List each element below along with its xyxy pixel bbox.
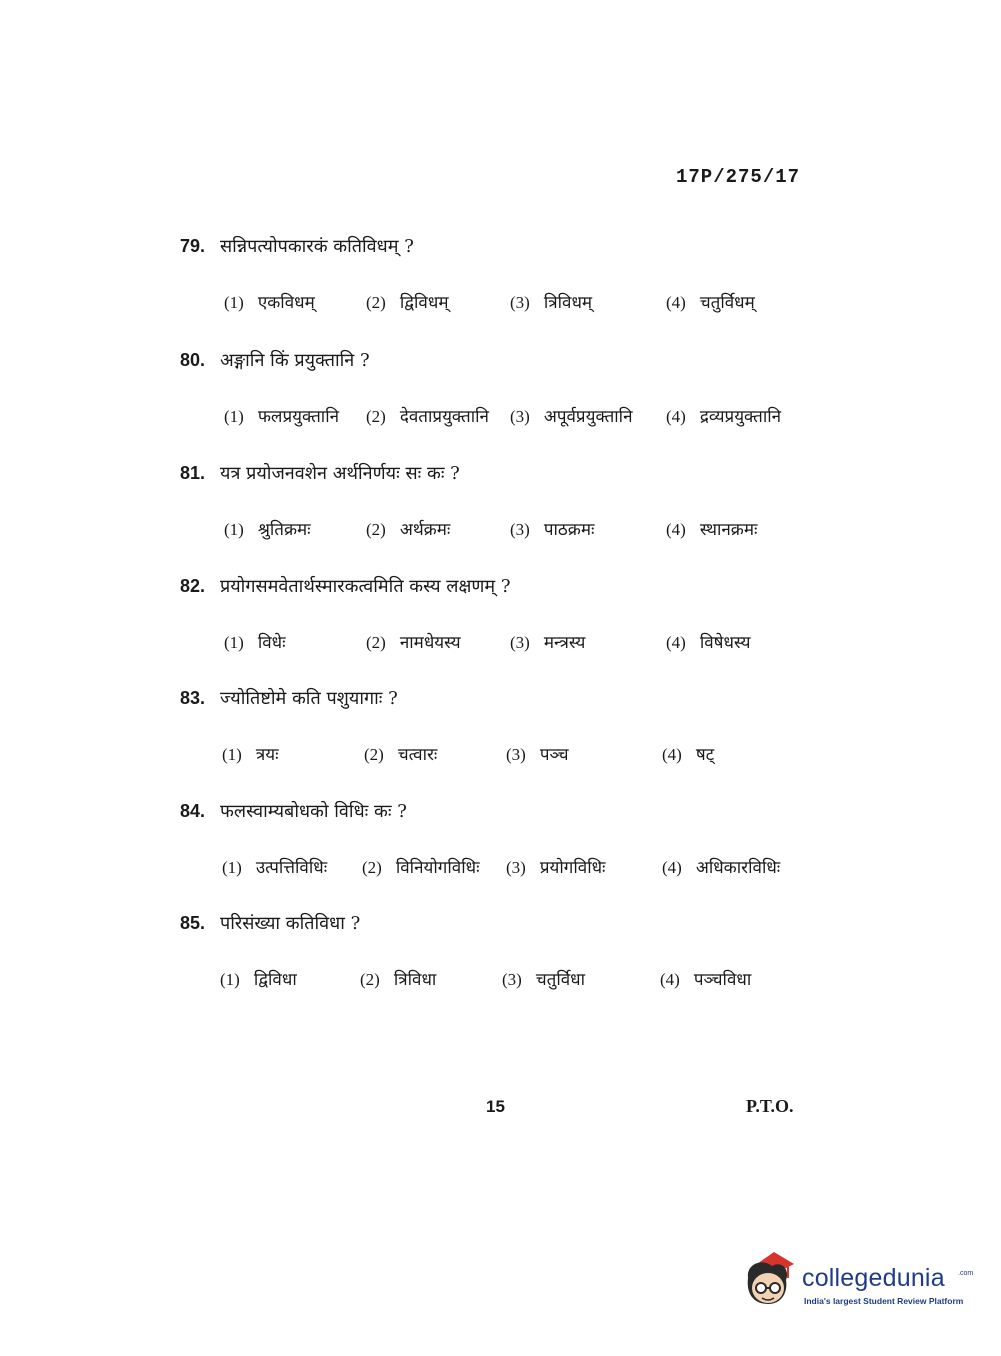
option-text: द्विविधम् (399, 293, 449, 313)
option-4 (662, 855, 780, 878)
option-number: (4) (666, 633, 686, 652)
question-text: अङ्गानि किं प्रयुक्तानि ? (220, 350, 370, 371)
question-text: प्रयोगसमवेतार्थस्मारकत्वमिति कस्य लक्षणम् ? (220, 576, 511, 597)
option-1 (224, 517, 311, 540)
option-2 (364, 742, 437, 765)
question-text: फलस्वाम्यबोधको विधिः कः ? (220, 801, 407, 822)
question-text: ज्योतिष्टोमे कति पशुयागाः ? (220, 688, 398, 709)
option-2 (366, 290, 448, 313)
option-4 (660, 967, 751, 990)
option-text: प्रयोगविधिः (539, 858, 606, 878)
option-number: (1) (222, 745, 242, 764)
option-number: (1) (224, 520, 244, 539)
option-number: (3) (502, 970, 522, 989)
option-3 (510, 290, 592, 313)
option-2 (366, 517, 450, 540)
option-number: (2) (362, 858, 382, 877)
question-85 (180, 911, 860, 997)
option-text: द्विविधा (253, 970, 297, 990)
option-number: (1) (222, 858, 242, 877)
option-number: (3) (506, 745, 526, 764)
watermark (740, 1248, 975, 1314)
option-number: (4) (666, 520, 686, 539)
option-text: चत्वारः (397, 745, 438, 765)
option-text: एकविधम् (257, 293, 315, 313)
question-text: सन्निपत्योपकारकं कतिविधम् ? (220, 236, 414, 257)
option-1 (220, 967, 297, 990)
page-number: 15 (486, 1097, 505, 1116)
question-79 (180, 234, 860, 320)
question-text: परिसंख्या कतिविधा ? (220, 913, 361, 934)
question-number: 83. (180, 688, 206, 708)
question-84 (180, 799, 860, 885)
option-3 (506, 742, 569, 765)
question-83 (180, 686, 860, 772)
paper-code: 17P/275/17 (676, 166, 801, 188)
option-number: (3) (510, 520, 530, 539)
option-3 (506, 855, 605, 878)
option-number: (1) (224, 633, 244, 652)
option-3 (510, 517, 594, 540)
question-number: 85. (180, 913, 206, 933)
option-text: चतुर्विधा (535, 970, 586, 990)
option-text: त्रयः (255, 745, 279, 765)
option-number: (1) (224, 293, 244, 312)
option-3 (510, 404, 633, 427)
option-text: पञ्च (539, 745, 569, 765)
option-2 (366, 630, 461, 653)
option-4 (666, 517, 757, 540)
question-text: यत्र प्रयोजनवशेन अर्थनिर्णयः सः कः ? (220, 463, 460, 484)
question-number: 84. (180, 801, 206, 821)
option-text: देवताप्रयुक्तानि (399, 407, 489, 427)
option-2 (366, 404, 489, 427)
pto-label: P.T.O. (746, 1096, 794, 1116)
option-1 (222, 855, 327, 878)
option-text: स्थानक्रमः (699, 520, 758, 540)
question-82 (180, 574, 860, 660)
watermark-name: collegedunia (802, 1264, 945, 1292)
question-number: 79. (180, 236, 206, 256)
option-number: (2) (366, 407, 386, 426)
option-text: अर्थक्रमः (399, 520, 451, 540)
option-4 (666, 630, 750, 653)
option-text: श्रुतिक्रमः (257, 520, 311, 540)
option-text: उत्पत्तिविधिः (255, 858, 328, 878)
watermark-suffix: .com (958, 1270, 974, 1277)
option-text: त्रिविधा (393, 970, 437, 990)
option-number: (3) (510, 407, 530, 426)
watermark-tagline: India's largest Student Review Platform (804, 1296, 964, 1306)
option-3 (510, 630, 585, 653)
option-text: विषेधस्य (699, 633, 751, 653)
option-number: (2) (366, 293, 386, 312)
option-number: (2) (366, 520, 386, 539)
option-number: (2) (366, 633, 386, 652)
option-text: मन्त्रस्य (543, 633, 586, 653)
option-number: (1) (220, 970, 240, 989)
option-text: विनियोगविधिः (395, 858, 480, 878)
option-2 (360, 967, 436, 990)
question-number: 81. (180, 463, 206, 483)
option-4 (666, 404, 781, 427)
option-4 (666, 290, 755, 313)
option-number: (4) (662, 745, 682, 764)
option-number: (3) (510, 633, 530, 652)
option-number: (4) (660, 970, 680, 989)
option-text: षट् (695, 745, 715, 765)
option-number: (4) (662, 858, 682, 877)
option-number: (3) (506, 858, 526, 877)
option-3 (502, 967, 585, 990)
option-1 (224, 290, 315, 313)
option-text: चतुर्विधम् (699, 293, 755, 313)
option-number: (2) (360, 970, 380, 989)
option-text: विधेः (257, 633, 286, 653)
option-text: अधिकारविधिः (695, 858, 781, 878)
option-1 (224, 630, 286, 653)
option-text: पञ्चविधा (693, 970, 752, 990)
option-number: (3) (510, 293, 530, 312)
question-number: 80. (180, 350, 206, 370)
option-number: (1) (224, 407, 244, 426)
question-80 (180, 348, 860, 434)
mascot-logo-icon (740, 1248, 798, 1314)
option-2 (362, 855, 480, 878)
option-text: द्रव्यप्रयुक्तानि (699, 407, 782, 427)
option-1 (224, 404, 339, 427)
question-number: 82. (180, 576, 206, 596)
option-text: फलप्रयुक्तानि (257, 407, 340, 427)
option-text: पाठक्रमः (543, 520, 595, 540)
option-number: (4) (666, 407, 686, 426)
question-81 (180, 461, 860, 547)
option-text: त्रिविधम् (543, 293, 593, 313)
option-number: (4) (666, 293, 686, 312)
option-text: अपूर्वप्रयुक्तानि (543, 407, 633, 427)
option-4 (662, 742, 714, 765)
option-1 (222, 742, 279, 765)
option-text: नामधेयस्य (399, 633, 461, 653)
option-number: (2) (364, 745, 384, 764)
